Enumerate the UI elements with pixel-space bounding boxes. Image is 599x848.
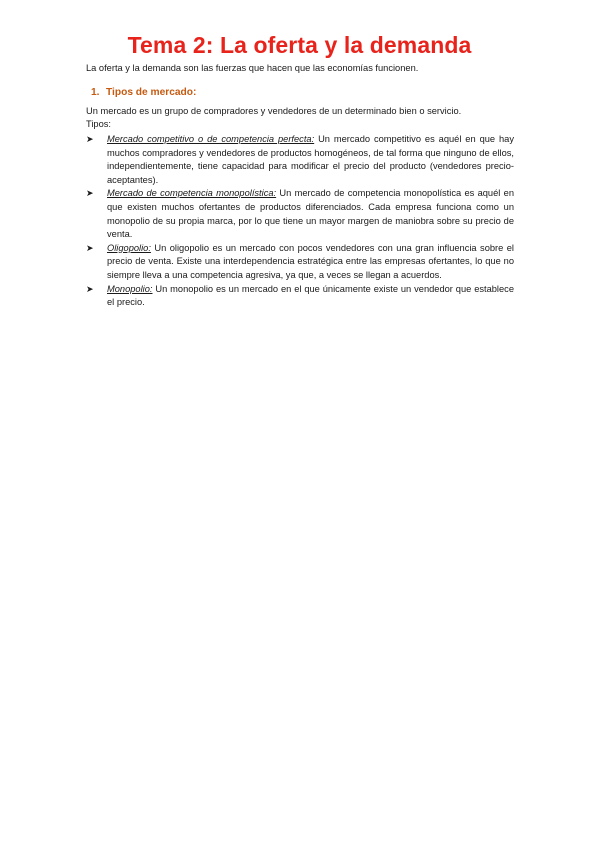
list-item-text: Un monopolio es un mercado en el que únicamente existe un vendedor que establece el precio. bbox=[107, 283, 514, 308]
list-item-term: Mercado competitivo o de competencia perfecta: bbox=[107, 134, 315, 144]
list-item-term: Monopolio: bbox=[107, 283, 153, 294]
page-title: Tema 2: La oferta y la demanda bbox=[127, 32, 472, 58]
tipos-label: Tipos: bbox=[86, 119, 111, 129]
list-item bbox=[86, 187, 514, 241]
section-heading bbox=[91, 87, 196, 98]
arrow-bullet-icon: ➤ bbox=[86, 242, 94, 253]
market-types-list bbox=[86, 133, 514, 310]
list-item-text: Un mercado de competencia monopolística es aquél en que existen muchos ofertantes de productos diferenciados. Cada empresa funciona como un monopolio de su propia marca, por lo que tiene un mayor margen de maniobra sobre su precio de venta. bbox=[107, 188, 514, 240]
list-item bbox=[86, 242, 514, 283]
list-item-term: Oligopolio: bbox=[107, 242, 151, 253]
market-definition: Un mercado es un grupo de compradores y vendedores de un determinado bien o servicio. bbox=[86, 106, 462, 116]
list-item-text: Un oligopolio es un mercado con pocos vendedores con una gran influencia sobre el precio de venta. Existe una interdependencia estratégica entre las empresas ofertantes, lo que no siempre lleva a una competencia agresiva, ya que, a veces se llegan a acuerdos. bbox=[107, 242, 514, 280]
list-item bbox=[86, 283, 514, 310]
arrow-bullet-icon: ➤ bbox=[86, 134, 94, 144]
section-number: 1. bbox=[91, 87, 100, 98]
list-item bbox=[86, 133, 514, 187]
list-item-text: Un mercado competitivo es aquél en que hay muchos compradores y vendedores de productos homogéneos, de tal forma que ninguno de ellos, independientemente, tiene capacidad para modificar el precio del producto (vendedores precio-aceptantes). bbox=[107, 134, 514, 185]
arrow-bullet-icon: ➤ bbox=[86, 283, 94, 294]
section-heading-text: Tipos de mercado: bbox=[106, 87, 197, 98]
arrow-bullet-icon: ➤ bbox=[86, 188, 94, 199]
intro-paragraph: La oferta y la demanda son las fuerzas que hacen que las economías funcionen. bbox=[86, 63, 419, 73]
list-item-term: Mercado de competencia monopolística: bbox=[107, 188, 277, 199]
